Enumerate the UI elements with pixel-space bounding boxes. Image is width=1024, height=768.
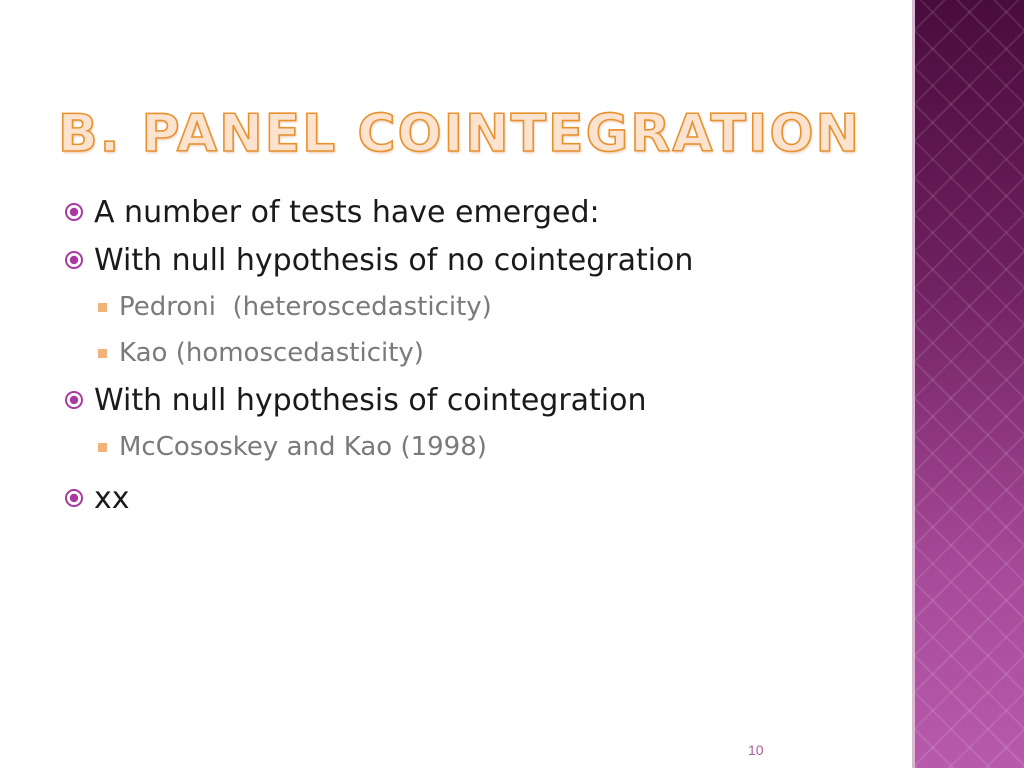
bullet-list bbox=[64, 188, 864, 522]
target-circle-icon bbox=[64, 202, 84, 222]
bullet-item bbox=[64, 474, 864, 522]
bullet-item bbox=[64, 188, 864, 236]
target-circle-icon bbox=[64, 250, 84, 270]
decorative-side-panel bbox=[912, 0, 1024, 768]
sub-bullet-item bbox=[64, 284, 864, 330]
sub-bullet-text: Pedroni (heteroscedasticity) bbox=[119, 292, 492, 322]
target-circle-icon bbox=[64, 488, 84, 508]
bullet-text: With null hypothesis of no cointegration bbox=[94, 242, 694, 278]
bullet-item bbox=[64, 376, 864, 424]
bullet-item bbox=[64, 236, 864, 284]
sub-bullet-text: McCososkey and Kao (1998) bbox=[119, 432, 487, 462]
target-circle-icon bbox=[64, 390, 84, 410]
sub-bullet-item bbox=[64, 424, 864, 470]
sub-bullet-item bbox=[64, 330, 864, 376]
square-bullet-icon bbox=[98, 303, 107, 312]
square-bullet-icon bbox=[98, 443, 107, 452]
bullet-text: A number of tests have emerged: bbox=[94, 194, 600, 230]
bullet-text: With null hypothesis of cointegration bbox=[94, 382, 647, 418]
slide-title: B. PANEL COINTEGRATION bbox=[58, 104, 862, 164]
page-number: 10 bbox=[748, 742, 764, 758]
square-bullet-icon bbox=[98, 349, 107, 358]
sub-bullet-text: Kao (homoscedasticity) bbox=[119, 338, 424, 368]
bullet-text: xx bbox=[94, 480, 130, 516]
